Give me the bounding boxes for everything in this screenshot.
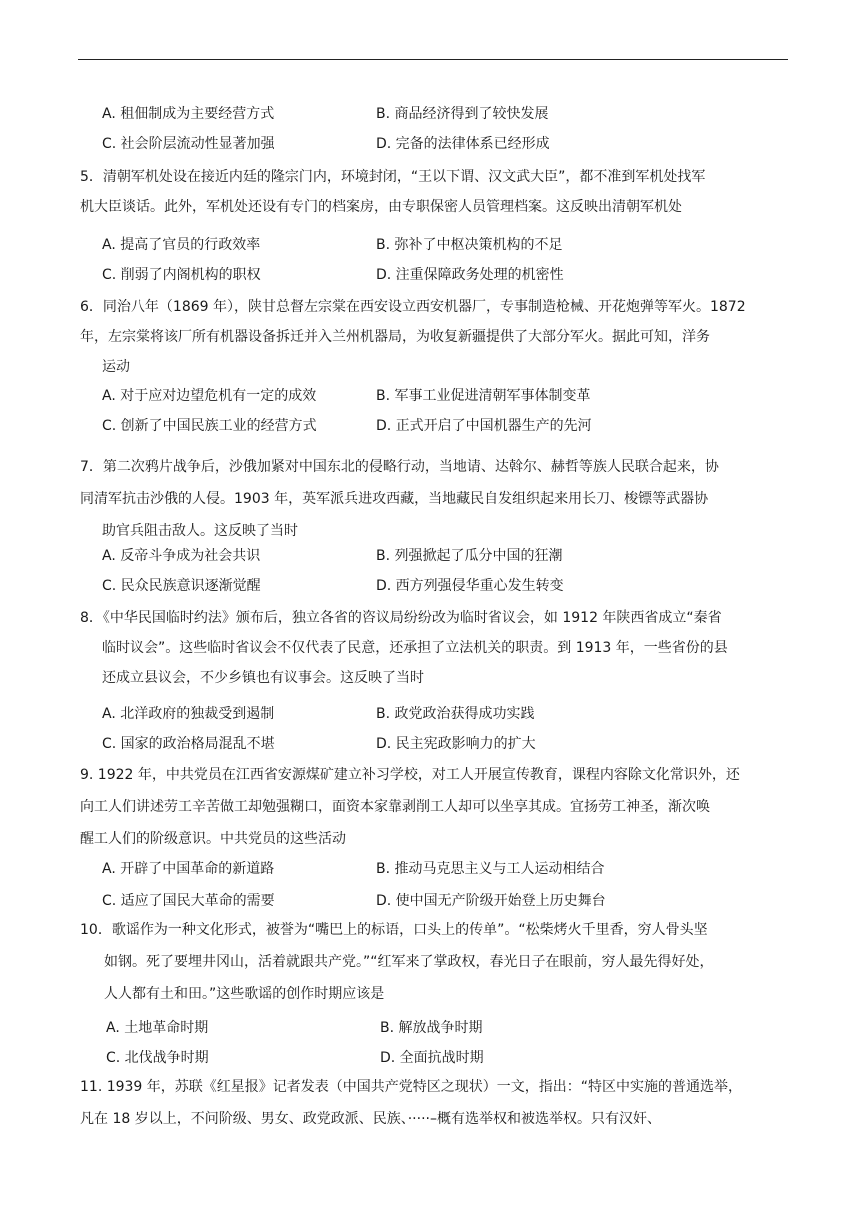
question-10-line-2: 如钢。死了要埋井冈山，活着就跟共产党。”“红军来了掌政权，春光日子在眼前，穷人最先得好处，	[104, 954, 714, 970]
option-d: D. 民主宪政影响力的扩大	[376, 736, 536, 752]
question-10	[80, 919, 788, 1005]
option-a: A. 开辟了中国革命的新道路	[102, 861, 275, 877]
option-c: C. 北伐战争时期	[106, 1050, 209, 1066]
question-10-line-3: 人人都有土和田。”这些歌谣的创作时期应该是	[104, 986, 385, 1002]
option-d: D. 全面抗战时期	[380, 1050, 484, 1066]
question-8-options	[80, 703, 788, 755]
question-9-options	[80, 858, 788, 912]
option-a: A. 反帝斗争成为社会共识	[102, 548, 261, 564]
option-a: A. 对于应对边望危机有一定的成效	[102, 388, 317, 404]
question-6-line-2: 年，左宗棠将该厂所有机器设备拆迁并入兰州机器局，为收复新疆提供了大部分军火。据此可知，洋务	[80, 329, 710, 345]
option-c: C. 民众民族意识逐渐觉醒	[102, 578, 261, 594]
option-b: B. 解放战争时期	[380, 1020, 483, 1036]
question-11-line-1: 11. 1939 年，苏联《红星报》记者发表（中国共产党特区之现状）一文，指出：“特区中实施的普通选举，	[80, 1079, 743, 1095]
option-b: B. 弥补了中枢决策机构的不足	[376, 237, 563, 253]
question-9	[80, 764, 788, 850]
option-c: C. 创新了中国民族工业的经营方式	[102, 418, 317, 434]
question-5-line-2: 机大臣谈话。此外，军机处还设有专门的档案房，由专职保密人员管理档案。这反映出清朝军机处	[80, 199, 682, 215]
option-a: A. 租佃制成为主要经营方式	[102, 106, 275, 122]
header-rule	[78, 59, 788, 60]
option-d: D. 使中国无产阶级开始登上历史舞台	[376, 893, 606, 909]
question-10-options	[80, 1017, 788, 1069]
option-b: B. 推动马克思主义与工人运动相结合	[376, 861, 605, 877]
question-7-line-1: 7．第二次鸦片战争后，沙俄加紧对中国东北的侵略行动，当地请、达斡尔、赫哲等族人民联合起来，协	[80, 459, 719, 475]
option-c: C. 削弱了内阁机构的职权	[102, 267, 261, 283]
question-7	[80, 456, 788, 542]
option-b: B. 商品经济得到了较快发展	[376, 106, 549, 122]
question-7-options	[80, 545, 788, 597]
question-8	[80, 607, 788, 689]
question-5	[80, 166, 788, 218]
question-7-line-3: 助官兵阻击敌人。这反映了当时	[102, 523, 298, 539]
option-c: C. 国家的政治格局混乱不堪	[102, 736, 275, 752]
question-9-line-2: 向工人们讲述劳工辛苦做工却勉强糊口，面资本家靠剥削工人却可以坐享其成。宜扬劳工神圣，渐次唤	[80, 799, 710, 815]
question-5-line-1: 5．清朝军机处设在接近内廷的隆宗门内，环境封闭，“王以下谓、汉文武大臣”，都不准到军机处找军	[80, 169, 706, 185]
question-8-line-3: 还成立县议会，不少乡镇也有议事会。这反映了当时	[102, 670, 424, 686]
question-6	[80, 296, 788, 378]
option-d: D. 正式开启了中国机器生产的先河	[376, 418, 592, 434]
option-d: D. 西方列强侵华重心发生转变	[376, 578, 564, 594]
option-d: D. 完备的法律体系已经形成	[376, 136, 550, 152]
question-9-line-3: 醒工人们的阶级意识。中共党员的这些活动	[80, 831, 346, 847]
option-a: A. 提高了官员的行政效率	[102, 237, 261, 253]
question-11	[80, 1076, 788, 1130]
question-10-line-1: 10．歌谣作为一种文化形式，被誉为“嘴巴上的标语，口头上的传单”。“松柴烤火千里香，穷人骨头坚	[80, 922, 708, 938]
question-6-line-3: 运动	[102, 359, 130, 375]
option-b: B. 列强掀起了瓜分中国的狂潮	[376, 548, 563, 564]
question-4-options	[80, 103, 788, 155]
option-a: A. 北洋政府的独裁受到遏制	[102, 706, 275, 722]
question-9-line-1: 9. 1922 年，中共党员在江西省安源煤矿建立补习学校，对工人开展宣传教育，课程内容除文化常识外，还	[80, 767, 740, 783]
option-c: C. 社会阶层流动性显著加强	[102, 136, 275, 152]
question-5-options	[80, 234, 788, 286]
option-b: B. 政党政治获得成功实践	[376, 706, 535, 722]
option-a: A. 土地革命时期	[106, 1020, 209, 1036]
question-11-line-2: 凡在 18 岁以上，不问阶级、男女、政党政派、民族、·····–概有选举权和被选举权。只有汉奸、	[80, 1111, 661, 1127]
question-8-line-2: 临时议会”。这些临时省议会不仅代表了民意，还承担了立法机关的职责。到 1913 年，一些省份的县	[102, 640, 728, 656]
option-b: B. 军事工业促进清朝军事体制变革	[376, 388, 591, 404]
option-d: D. 注重保障政务处理的机密性	[376, 267, 564, 283]
option-c: C. 适应了国民大革命的需要	[102, 893, 275, 909]
question-6-options	[80, 385, 788, 437]
question-7-line-2: 同清军抗击沙俄的人侵。1903 年，英军派兵进攻西藏，当地藏民自发组织起来用长刀、梭镖等武器协	[80, 491, 709, 507]
question-8-line-1: 8．《中华民国临时约法》颁布后，独立各省的咨议局纷纷改为临时省议会，如 1912 年陕西省成立“秦省	[80, 610, 722, 626]
question-6-line-1: 6．同治八年（1869 年），陕甘总督左宗棠在西安设立西安机器厂，专事制造枪械、开花炮弹等军火。1872	[80, 299, 746, 315]
